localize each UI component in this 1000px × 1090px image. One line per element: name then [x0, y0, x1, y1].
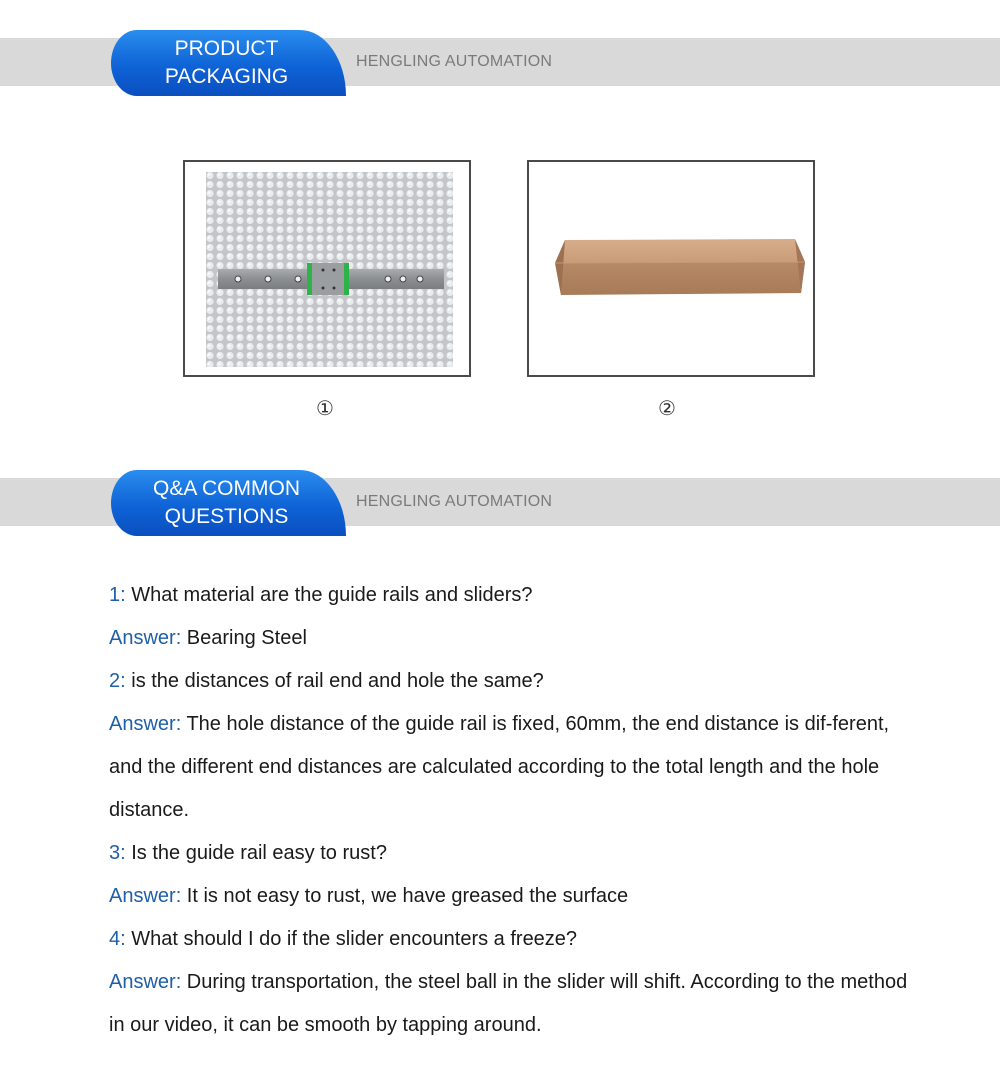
qa-answer-2 — [109, 703, 909, 832]
qa-question-4 — [109, 918, 909, 961]
qa-label: 2: — [109, 670, 126, 692]
qa-label: Answer: — [109, 971, 182, 993]
qa-label: 4: — [109, 928, 126, 950]
qa-list — [109, 574, 909, 1047]
qa-text: During transportation, the steel ball in the slider will shift. According to the method in our video, it can be smooth by tapping around. — [109, 971, 908, 1036]
qa-answer-1 — [109, 617, 909, 660]
qa-label: 3: — [109, 842, 126, 864]
header-tab — [111, 470, 346, 536]
qa-answer-3 — [109, 875, 909, 918]
qa-text: What should I do if the slider encounters a freeze? — [125, 928, 578, 950]
qa-question-1 — [109, 574, 909, 617]
header-subtitle: HENGLING AUTOMATION — [356, 493, 553, 510]
section-header-qa — [0, 470, 1000, 536]
qa-text: It is not easy to rust, we have greased the surface — [181, 885, 629, 907]
photo-number-1: ① — [316, 398, 334, 420]
header-title-line1: PRODUCT — [174, 37, 279, 60]
cardboard-box-photo — [529, 162, 813, 375]
header-tab — [111, 30, 346, 96]
qa-text: is the distances of rail end and hole the same? — [125, 670, 544, 692]
qa-question-3 — [109, 832, 909, 875]
header-title-line2: PACKAGING — [164, 65, 289, 88]
qa-question-2 — [109, 660, 909, 703]
photo-number-2: ② — [658, 398, 676, 420]
section-header-packaging — [0, 30, 1000, 96]
qa-text: Bearing Steel — [181, 627, 307, 649]
bubble-wrapped-rail-photo — [185, 162, 469, 375]
header-title-line2: QUESTIONS — [164, 505, 289, 528]
header-title-line1: Q&A COMMON — [152, 477, 300, 500]
packaging-photo-frame-1 — [183, 160, 471, 377]
qa-label: Answer: — [109, 713, 182, 735]
header-subtitle: HENGLING AUTOMATION — [356, 53, 553, 70]
qa-answer-4 — [109, 961, 909, 1047]
qa-text: The hole distance of the guide rail is fixed, 60mm, the end distance is dif-ferent, and the different end distances are calculated according to the total length and the hole distance. — [109, 713, 890, 821]
qa-text: Is the guide rail easy to rust? — [125, 842, 387, 864]
qa-label: Answer: — [109, 627, 182, 649]
qa-label: 1: — [109, 584, 126, 606]
qa-label: Answer: — [109, 885, 182, 907]
qa-text: What material are the guide rails and sliders? — [125, 584, 533, 606]
packaging-photo-frame-2 — [527, 160, 815, 377]
